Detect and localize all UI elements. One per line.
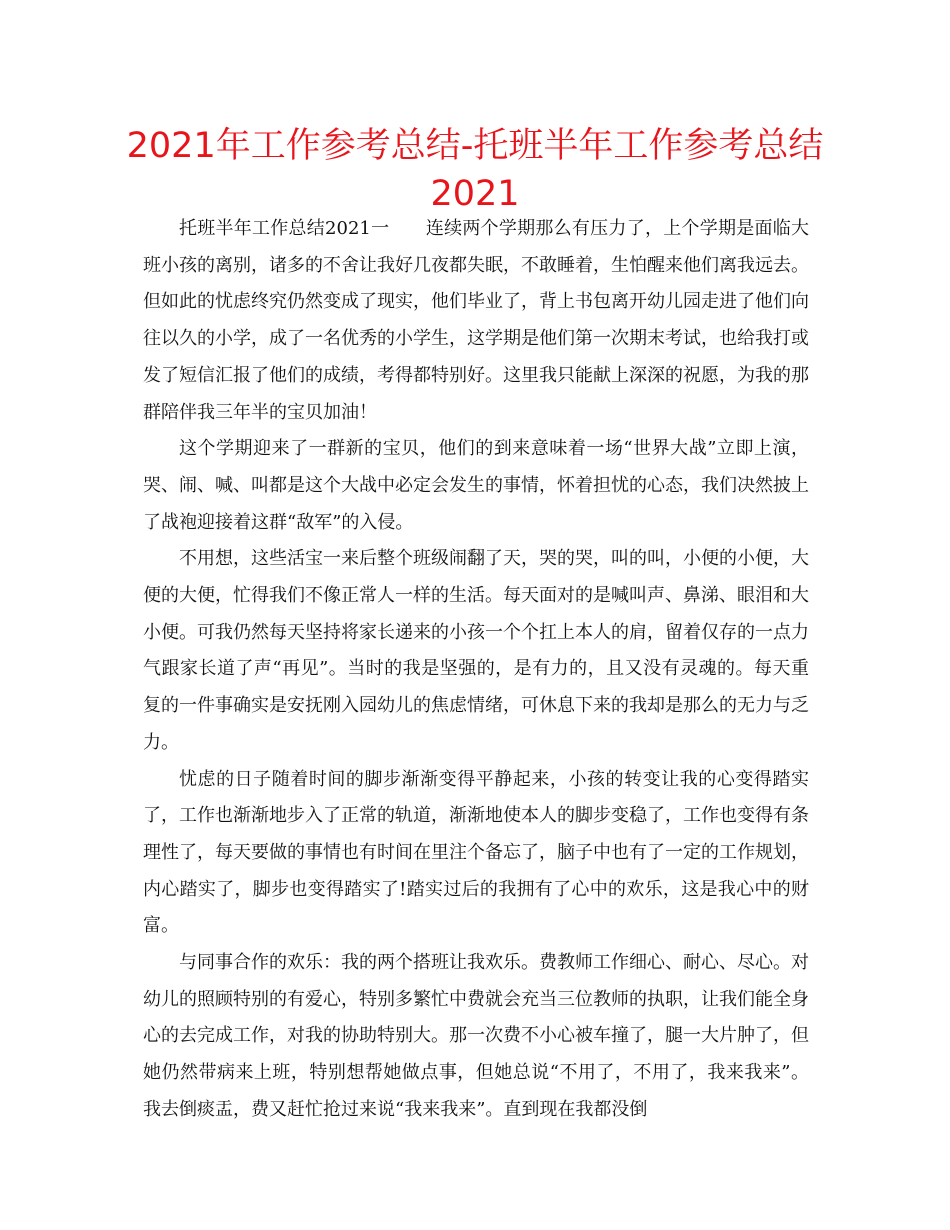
paragraph: 托班半年工作总结2021一 连续两个学期那么有压力了，上个学期是面临大班小孩的离别，诸多的不舍让我好几夜都失眠，不敢睡着，生怕醒来他们离我远去。但如此的忧虑终究仍然变成了现实，他们毕业了，背上书包离开幼儿园走进了他们向往以久的小学，成了一名优秀的小学生，这学期是他们第一次期末考试，也给我打或发了短信汇报了他们的成绩，考得都特别好。这里我只能献上深深的祝愿，为我的那群陪伴我三年半的宝贝加油！: [143, 218, 809, 423]
document-title: 2021年工作参考总结-托班半年工作参考总结2021: [126, 126, 824, 214]
paragraph: 忧虑的日子随着时间的脚步渐渐变得平静起来，小孩的转变让我的心变得踏实了，工作也渐渐地步入了正常的轨道，渐渐地使本人的脚步变稳了，工作也变得有条理性了，每天要做的事情也有时间在里注个备忘了，脑子中也有了一定的工作规划，内心踏实了，脚步也变得踏实了!踏实过后的我拥有了心中的欢乐，这是我心中的财富。: [143, 768, 809, 937]
paragraph: 这个学期迎来了一群新的宝贝，他们的到来意味着一场“世界大战”立即上演，哭、闹、喊、叫都是这个大战中必定会发生的事情，怀着担忧的心态，我们决然披上了战袍迎接着这群“敌军”的入侵。: [143, 438, 809, 533]
paragraph: 与同事合作的欢乐：我的两个搭班让我欢乐。费教师工作细心、耐心、尽心。对幼儿的照顾特别的有爱心，特别多繁忙中费就会充当三位教师的执职，让我们能全身心的去完成工作，对我的协助特别大。那一次费不小心被车撞了，腿一大片肿了，但她仍然带病来上班，特别想帮她做点事，但她总说“不用了，不用了，我来我来”。我去倒痰盂，费又赶忙抢过来说“我来我来”。直到现在我都没倒: [143, 952, 809, 1120]
paragraph: 不用想，这些活宝一来后整个班级闹翻了天，哭的哭，叫的叫，小便的小便，大便的大便，忙得我们不像正常人一样的生活。每天面对的是喊叫声、鼻涕、眼泪和大小便。可我仍然每天坚持将家长递来的小孩一个个扛上本人的肩，留着仅存的一点力气跟家长道了声“再见”。当时的我是坚强的，是有力的，且又没有灵魂的。每天重复的一件事确实是安抚刚入园幼儿的焦虑情绪，可休息下来的我却是那么的无力与乏力。: [143, 548, 809, 753]
document-body: [143, 211, 809, 1129]
